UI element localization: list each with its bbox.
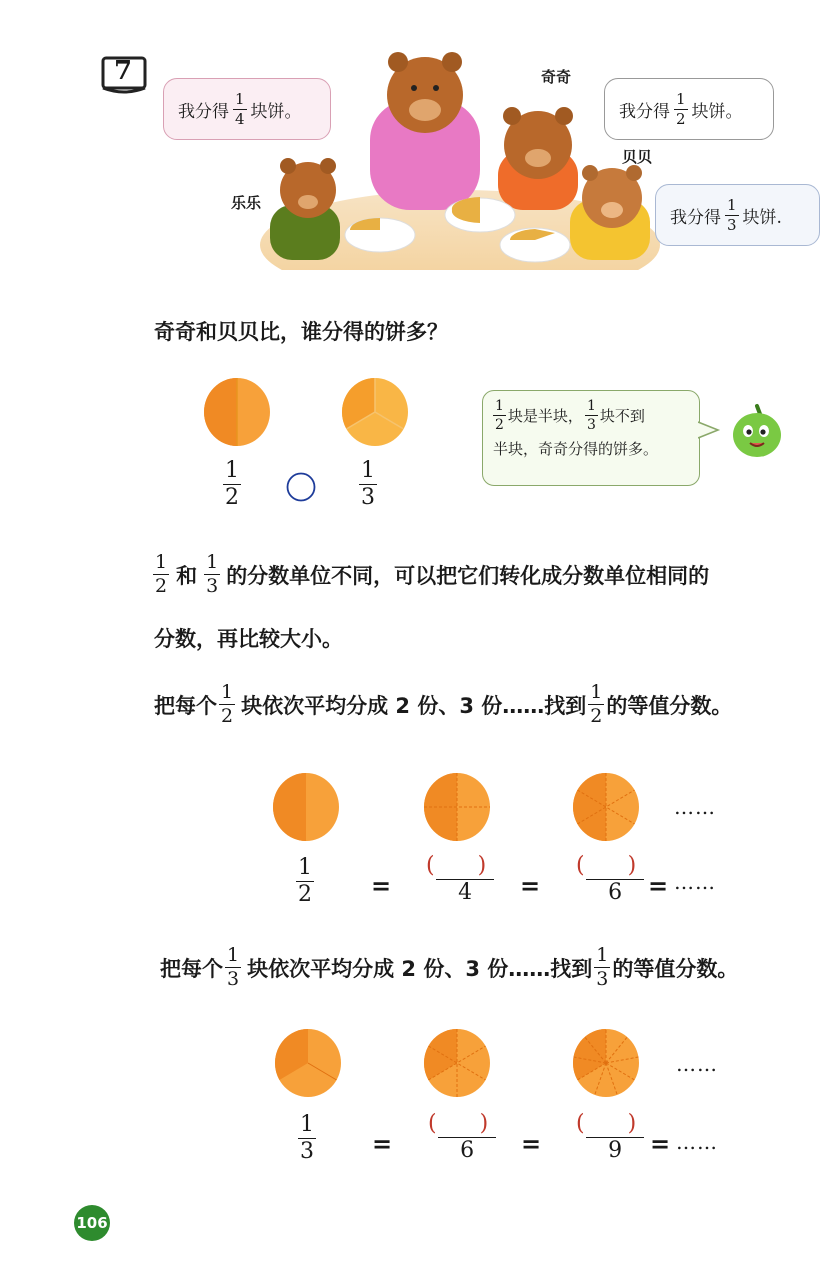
fraction-one-half: 1 2: [298, 855, 312, 907]
pie-thirds: [273, 1027, 343, 1099]
fraction: $\frac{1}{3}$: [206, 551, 219, 597]
equals-sign: =: [371, 871, 392, 900]
fraction-blank-sixths[interactable]: ( ) 6: [576, 853, 655, 905]
pie-half: [202, 376, 272, 448]
hint-bubble: $\frac{1}{2}$ 块是半块， $\frac{1}{3}$ 块不到 半块，奇奇分得的饼多。: [482, 390, 700, 486]
plate-beibei: [500, 228, 570, 262]
qiqi-bear: [498, 107, 578, 210]
instruction-third: 把每个 $\frac{1}{3}$ 块依次平均分成 2 份、3 份……找到 $\frac{1}{3}$ 的等值分数。: [160, 944, 739, 990]
instruction-half: 把每个 $\frac{1}{2}$ 块依次平均分成 2 份、3 份……找到 $\frac{1}{2}$ 的等值分数。: [154, 681, 733, 727]
fraction: $\frac{1}{4}$: [235, 89, 245, 128]
question-text: 奇奇和贝贝比，谁分得的饼多？: [154, 320, 448, 344]
mother-bear: [370, 52, 480, 210]
bears-illustration: [250, 40, 670, 270]
pie-third: [340, 376, 410, 448]
name-qiqi: 奇奇: [541, 68, 572, 86]
pie-halves: [271, 771, 341, 843]
problem-number: 7: [114, 56, 133, 86]
fraction: $\frac{1}{3}$: [727, 195, 737, 234]
pie-sixths: [571, 771, 641, 843]
speech-bubble-qiqi: 我分得 $\frac{1}{2}$ 块饼。: [604, 78, 774, 140]
speech-bubble-lele: 我分得 $\frac{1}{4}$ 块饼。: [163, 78, 331, 140]
pie-ninths: [571, 1027, 641, 1099]
ellipsis: ……: [674, 870, 716, 894]
fraction: $\frac{1}{2}$: [676, 89, 686, 128]
equals-sign: =: [372, 1129, 393, 1158]
beibei-bear: [570, 165, 650, 260]
page-number-badge: [74, 1205, 110, 1241]
problem-number-badge: [101, 56, 149, 94]
ellipsis: ……: [674, 795, 716, 819]
page-number: 106: [76, 1214, 108, 1232]
name-beibei: 贝贝: [622, 148, 653, 166]
pepper-mascot-icon: [726, 400, 788, 462]
fraction-third: 1 3: [361, 458, 375, 510]
explanation-line-1: $\frac{1}{2}$ 和 $\frac{1}{3}$ 的分数单位不同，可以把它们转化成分数单位相同的: [155, 551, 710, 597]
equals-sign: =: [521, 1129, 542, 1158]
equals-sign: =: [650, 1129, 671, 1158]
ellipsis: ……: [676, 1130, 718, 1154]
lele-bear: [270, 158, 340, 260]
plate-lele: [345, 218, 415, 252]
explanation-line-2: 分数，再比较大小。: [154, 627, 343, 651]
fraction: $\frac{1}{2}$: [155, 551, 168, 597]
compare-circle[interactable]: [285, 471, 317, 503]
equals-sign: =: [648, 871, 669, 900]
fraction-one-third: 1 3: [300, 1112, 314, 1164]
pie-sixths-of-third: [422, 1027, 492, 1099]
pie-quarters: [422, 771, 492, 843]
fraction-half: 1 2: [225, 458, 239, 510]
equals-sign: =: [520, 871, 541, 900]
name-lele: 乐乐: [231, 194, 262, 212]
fraction-blank-quarters[interactable]: ( ) 4: [426, 853, 505, 905]
fraction-blank-sixths-b[interactable]: ( ) 6: [428, 1111, 507, 1163]
bubble-tail: [698, 420, 722, 440]
ellipsis: ……: [676, 1052, 718, 1076]
fraction-blank-ninths[interactable]: ( ) 9: [576, 1111, 655, 1163]
speech-bubble-beibei: 我分得 $\frac{1}{3}$ 块饼.: [655, 184, 820, 246]
